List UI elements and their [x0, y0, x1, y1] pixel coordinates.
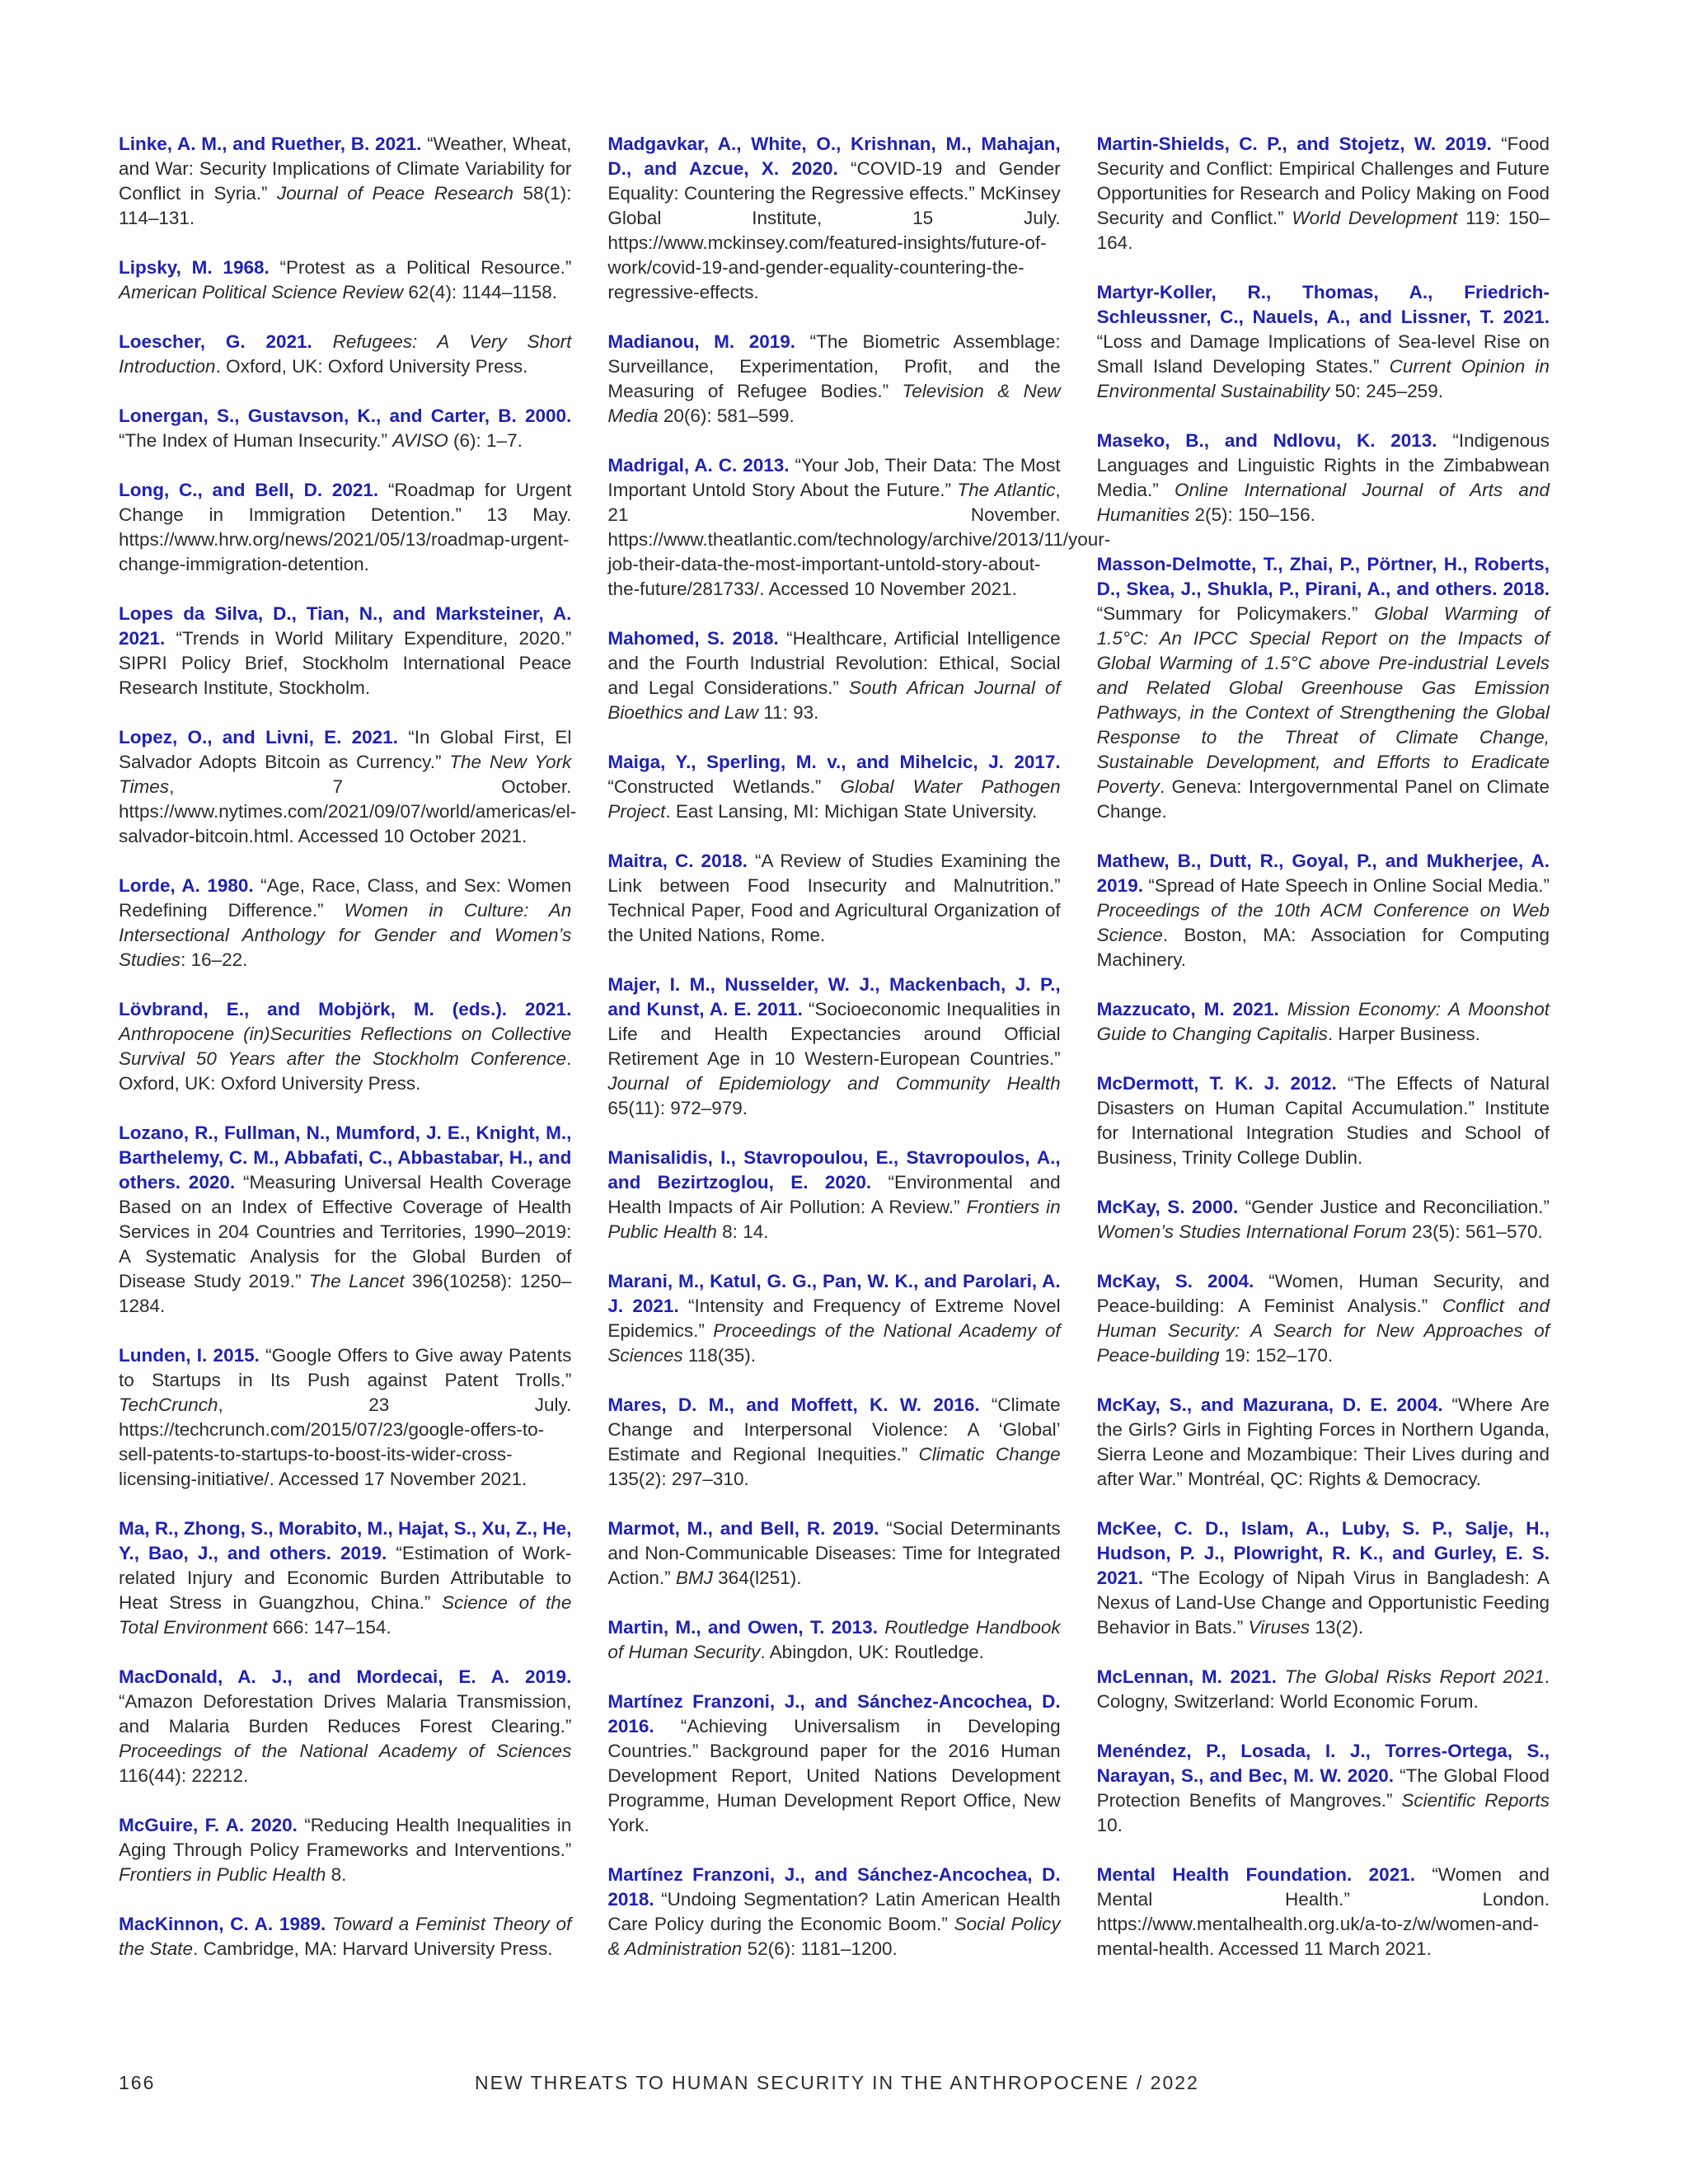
- reference-author: Lunden, I. 2015.: [119, 1345, 260, 1366]
- reference-entry: [607, 1269, 1060, 1368]
- reference-entry: [1097, 132, 1550, 255]
- reference-source: Proceedings of the National Academy of Sciences: [119, 1741, 572, 1761]
- reference-author: Mares, D. M., and Moffett, K. W. 2016.: [607, 1394, 980, 1415]
- reference-text: “Women and Mental Health.” London. https://www.mentalhealth.org.uk/a-to-z/w/women-and-mental-health. Accessed 11 March 2021.: [1096, 1864, 1550, 1959]
- reference-text: “Intensity and Frequency of Extreme Novel Epidemics.”: [607, 1296, 1061, 1341]
- reference-text: “Your Job, Their Data: The Most Important Untold Story About the Future.”: [607, 455, 1061, 500]
- reference-text: “Where Are the Girls? Girls in Fighting Forces in Northern Uganda, Sierra Leone and Mozambique: Their Lives during and after War.” Montréal, QC: Rights & Democracy.: [1096, 1394, 1550, 1489]
- reference-text: “Google Offers to Give away Patents to Startups in Its Push against Patent Trolls.”: [119, 1345, 572, 1390]
- reference-author: Mahomed, S. 2018.: [607, 628, 779, 649]
- reference-source: Journal of Peace Research: [276, 183, 514, 204]
- reference-details: : 16–22.: [181, 949, 248, 970]
- reference-source: The Lancet: [308, 1271, 405, 1291]
- reference-entry: [607, 849, 1060, 948]
- reference-author: Maitra, C. 2018.: [607, 851, 748, 871]
- reference-text: “In Global First, El Salvador Adopts Bitcoin as Currency.”: [119, 727, 572, 772]
- reference-author: McLennan, M. 2021.: [1096, 1666, 1277, 1687]
- reference-text: “COVID-19 and Gender Equality: Countering the Regressive effects.” McKinsey Global Institute, 15 July. https://www.mckinsey.com/featured-insights/future-of-work/covid-19-and-gender-equality-countering-the-regressive-effects.: [607, 158, 1061, 302]
- reference-entry: [607, 750, 1060, 824]
- reference-author: Lonergan, S., Gustavson, K., and Carter, B. 2000.: [119, 405, 572, 426]
- reference-text: “Estimation of Work-related Injury and Economic Burden Attributable to Heat Stress in Guangzhou, China.”: [119, 1543, 572, 1613]
- reference-source: Journal of Epidemiology and Community Health: [607, 1073, 1061, 1094]
- reference-details: . Boston, MA: Association for Computing Machinery.: [1096, 925, 1550, 970]
- reference-text: “Loss and Damage Implications of Sea-level Rise on Small Island Developing States.”: [1096, 331, 1550, 377]
- reference-author: Manisalidis, I., Stavropoulou, E., Stavropoulos, A., and Bezirtzoglou, E. 2020.: [607, 1147, 1061, 1193]
- reference-text: “Socioeconomic Inequalities in Life and Health Expectancies around Official Retirement Age in 10 Western-European Countries.”: [607, 999, 1061, 1069]
- reference-text: “Social Determinants and Non-Communicable Diseases: Time for Integrated Action.”: [607, 1518, 1061, 1588]
- running-title: NEW THREATS TO HUMAN SECURITY IN THE ANTHROPOCENE / 2022: [475, 2072, 1199, 2093]
- reference-text: “Indigenous Languages and Linguistic Rights in the Zimbabwean Media.”: [1096, 430, 1550, 500]
- reference-source: Online International Journal of Arts and Humanities: [1096, 480, 1550, 525]
- reference-source: Frontiers in Public Health: [607, 1197, 1061, 1242]
- reference-entry: [119, 1665, 571, 1788]
- reference-text: “Environmental and Health Impacts of Air Pollution: A Review.”: [607, 1172, 1061, 1217]
- reference-author: Mental Health Foundation. 2021.: [1096, 1864, 1415, 1885]
- reference-text: “The Ecology of Nipah Virus in Bangladesh: A Nexus of Land-Use Change and Opportunistic Feeding Behavior in Bats.”: [1096, 1568, 1550, 1638]
- reference-entry: [1097, 1269, 1550, 1368]
- reference-text: “Constructed Wetlands.”: [607, 776, 822, 797]
- reference-author: McDermott, T. K. J. 2012.: [1096, 1073, 1337, 1094]
- reference-author: MacKinnon, C. A. 1989.: [119, 1914, 326, 1934]
- reference-source: BMJ: [675, 1568, 713, 1588]
- reference-source: Conflict and Human Security: A Search for New Approaches of Peace-building: [1096, 1296, 1550, 1366]
- reference-entry: [119, 478, 571, 577]
- reference-author: Majer, I. M., Nusselder, W. J., Mackenbach, J. P., and Kunst, A. E. 2011.: [607, 974, 1061, 1019]
- page-footer: [119, 2072, 1550, 2102]
- reference-source: Television & New Media: [607, 381, 1061, 426]
- reference-entry: [1097, 1516, 1550, 1640]
- reference-text: “Women, Human Security, and Peace-building: A Feminist Analysis.”: [1096, 1271, 1550, 1316]
- reference-author: Martin, M., and Owen, T. 2013.: [607, 1617, 878, 1638]
- reference-text: “Trends in World Military Expenditure, 2020.” SIPRI Policy Brief, Stockholm International Peace Research Institute, Stockholm.: [119, 628, 572, 698]
- reference-source: Toward a Feminist Theory of the State: [119, 1914, 572, 1959]
- reference-details: 58(1): 114–131.: [119, 183, 572, 228]
- reference-entry: [1097, 280, 1550, 404]
- reference-source: Frontiers in Public Health: [119, 1864, 326, 1885]
- reference-details: , 23 July. https://techcrunch.com/2015/07/23/google-offers-to-sell-patents-to-startups-to-boost-its-wider-cross-licensing-initiative/. Accessed 17 November 2021.: [119, 1394, 572, 1489]
- reference-author: Martin-Shields, C. P., and Stojetz, W. 2019.: [1096, 134, 1492, 154]
- reference-details: . East Lansing, MI: Michigan State University.: [665, 801, 1038, 822]
- reference-author: Marmot, M., and Bell, R. 2019.: [607, 1518, 879, 1539]
- reference-entry: [607, 1393, 1060, 1492]
- reference-text: “Undoing Segmentation? Latin American Health Care Policy during the Economic Boom.”: [607, 1889, 1061, 1934]
- reference-entry: [1097, 552, 1550, 824]
- reference-source: Current Opinion in Environmental Sustainability: [1096, 356, 1550, 401]
- reference-author: Madianou, M. 2019.: [607, 331, 796, 352]
- reference-details: 23(5): 561–570.: [1411, 1221, 1543, 1242]
- reference-details: 135(2): 297–310.: [607, 1469, 749, 1489]
- reference-author: Masson-Delmotte, T., Zhai, P., Pörtner, H., Roberts, D., Skea, J., Shukla, P., Pirani, A., and others. 2018.: [1096, 554, 1550, 599]
- reference-text: “The Index of Human Insecurity.”: [119, 430, 387, 451]
- reference-entry: [119, 330, 571, 379]
- reference-details: 2(5): 150–156.: [1194, 504, 1315, 525]
- reference-source: Scientific Reports: [1401, 1790, 1550, 1811]
- reference-author: MacDonald, A. J., and Mordecai, E. A. 2019.: [119, 1666, 572, 1687]
- reference-text: “Amazon Deforestation Drives Malaria Transmission, and Malaria Burden Reduces Forest Clearing.”: [119, 1691, 572, 1736]
- reference-details: . Harper Business.: [1327, 1024, 1480, 1044]
- reference-source: Social Policy & Administration: [607, 1914, 1061, 1959]
- reference-entry: [119, 1516, 571, 1640]
- reference-source: Climatic Change: [918, 1444, 1061, 1465]
- reference-text: “The Biometric Assemblage: Surveillance, Experimentation, Profit, and the Measuring of Refugee Bodies.”: [607, 331, 1061, 401]
- reference-text: “Healthcare, Artificial Intelligence and the Fourth Industrial Revolution: Ethical, Social and Legal Considerations.”: [607, 628, 1061, 698]
- reference-author: Menéndez, P., Losada, I. J., Torres-Ortega, S., Narayan, S., and Bec, M. W. 2020.: [1096, 1741, 1550, 1786]
- reference-entry: [119, 1912, 571, 1961]
- reference-author: Linke, A. M., and Ruether, B. 2021.: [119, 134, 422, 154]
- reference-entry: [1097, 849, 1550, 972]
- reference-author: Martínez Franzoni, J., and Sánchez-Ancochea, D. 2016.: [607, 1691, 1061, 1736]
- reference-author: Madrigal, A. C. 2013.: [607, 455, 790, 476]
- reference-source: The Atlantic: [957, 480, 1056, 500]
- reference-author: Lopes da Silva, D., Tian, N., and Marksteiner, A. 2021.: [119, 603, 572, 649]
- reference-author: Lövbrand, E., and Mobjörk, M. (eds.). 2021.: [119, 999, 572, 1019]
- reference-text: “Roadmap for Urgent Change in Immigration Detention.” 13 May. https://www.hrw.org/news/2021/05/13/roadmap-urgent-change-immigration-detention.: [119, 480, 572, 574]
- reference-source: Mission Economy: A Moonshot Guide to Changing Capitalis: [1096, 999, 1550, 1044]
- reference-text: “Measuring Universal Health Coverage Based on an Index of Effective Coverage of Health Services in 204 Countries and Territories, 1990–2019: A Systematic Analysis for the Global Burden of Disease Study 2019.”: [119, 1172, 572, 1291]
- reference-details: 11: 93.: [763, 702, 819, 723]
- reference-details: 119: 150–164.: [1096, 208, 1550, 253]
- reference-source: Science of the Total Environment: [119, 1592, 572, 1638]
- reference-entry: [607, 1863, 1060, 1961]
- reference-details: , 21 November. https://www.theatlantic.com/technology/archive/2013/11/your-job-their-data-the-most-important-untold-story-about-the-future/281733/. Accessed 10 November 2021.: [607, 480, 1111, 599]
- reference-details: 65(11): 972–979.: [607, 1098, 748, 1118]
- reference-list: [119, 132, 1550, 2027]
- reference-text: “Weather, Wheat, and War: Security Implications of Climate Variability for Conflict in Syria.”: [119, 134, 572, 204]
- reference-entry: [1097, 429, 1550, 527]
- reference-text: “A Review of Studies Examining the Link between Food Insecurity and Malnutrition.” Technical Paper, Food and Agricultural Organization of the United Nations, Rome.: [607, 851, 1061, 945]
- reference-details: 8: 14.: [722, 1221, 769, 1242]
- reference-author: Madgavkar, A., White, O., Krishnan, M., Mahajan, D., and Azcue, X. 2020.: [607, 134, 1061, 179]
- reference-author: McKay, S. 2000.: [1096, 1197, 1239, 1217]
- reference-author: McKay, S. 2004.: [1096, 1271, 1254, 1291]
- reference-source: Proceedings of the 10th ACM Conference on Web Science: [1096, 900, 1550, 945]
- reference-entry: [607, 453, 1111, 602]
- reference-author: Mazzucato, M. 2021.: [1096, 999, 1279, 1019]
- reference-entry: [119, 874, 571, 972]
- reference-source: South African Journal of Bioethics and Law: [607, 677, 1061, 723]
- reference-author: Martyr-Koller, R., Thomas, A., Friedrich-Schleussner, C., Nauels, A., and Lissner, T. 2021.: [1096, 282, 1550, 327]
- reference-text: “The Global Flood Protection Benefits of Mangroves.”: [1096, 1765, 1550, 1811]
- reference-author: McGuire, F. A. 2020.: [119, 1815, 298, 1835]
- reference-entry: [119, 1813, 571, 1887]
- reference-details: 10.: [1096, 1815, 1123, 1835]
- reference-entry: [607, 1690, 1060, 1838]
- reference-details: 52(6): 1181–1200.: [747, 1938, 898, 1959]
- reference-text: “Age, Race, Class, and Sex: Women Redefining Difference.”: [119, 875, 572, 921]
- reference-entry: [1097, 1739, 1550, 1838]
- reference-details: 20(6): 581–599.: [663, 405, 795, 426]
- reference-details: 50: 245–259.: [1334, 381, 1443, 401]
- reference-author: Lipsky, M. 1968.: [119, 257, 270, 278]
- reference-entry: [607, 626, 1060, 725]
- reference-details: 62(4): 1144–1158.: [408, 282, 557, 302]
- reference-entry: [119, 255, 571, 305]
- reference-author: McKee, C. D., Islam, A., Luby, S. P., Salje, H., Hudson, P. J., Plowright, R. K., and Gurley, E. S. 2021.: [1096, 1518, 1550, 1588]
- reference-details: 19: 152–170.: [1224, 1345, 1334, 1366]
- reference-details: 396(10258): 1250–1284.: [119, 1271, 572, 1316]
- reference-details: 666: 147–154.: [272, 1617, 392, 1638]
- reference-entry: [119, 602, 571, 701]
- reference-entry: [119, 997, 571, 1096]
- reference-source: Viruses: [1248, 1617, 1311, 1638]
- reference-entry: [119, 1121, 571, 1319]
- reference-entry: [1097, 1665, 1550, 1714]
- reference-entry: [607, 1516, 1060, 1591]
- reference-details: . Cologny, Switzerland: World Economic Forum.: [1096, 1666, 1550, 1712]
- reference-details: (6): 1–7.: [453, 430, 523, 451]
- reference-source: Refugees: A Very Short Introduction: [119, 331, 572, 377]
- reference-author: Long, C., and Bell, D. 2021.: [119, 480, 379, 500]
- reference-source: AVISO: [392, 430, 448, 451]
- reference-details: 13(2).: [1315, 1617, 1364, 1638]
- reference-text: “Protest as a Political Resource.”: [279, 257, 572, 278]
- reference-details: . Cambridge, MA: Harvard University Press.: [193, 1938, 553, 1959]
- reference-source: Anthropocene (in)Securities Reflections on Collective Survival 50 Years after the Stockholm Conference: [119, 1024, 572, 1069]
- reference-entry: [607, 972, 1060, 1121]
- reference-author: McKay, S., and Mazurana, D. E. 2004.: [1096, 1394, 1443, 1415]
- reference-details: 8.: [331, 1864, 347, 1885]
- reference-entry: [119, 1343, 571, 1492]
- reference-entry: [607, 1615, 1060, 1665]
- reference-author: Lopez, O., and Livni, E. 2021.: [119, 727, 398, 748]
- reference-source: Proceedings of the National Academy of Sciences: [607, 1320, 1061, 1366]
- reference-source: Global Water Pathogen Project: [607, 776, 1061, 822]
- reference-author: Ma, R., Zhong, S., Morabito, M., Hajat, S., Xu, Z., He, Y., Bao, J., and others. 2019.: [119, 1518, 572, 1563]
- reference-text: “Summary for Policymakers.”: [1096, 603, 1358, 624]
- reference-source: World Development: [1292, 208, 1458, 228]
- reference-details: . Oxford, UK: Oxford University Press.: [215, 356, 528, 377]
- reference-text: “Gender Justice and Reconciliation.”: [1245, 1197, 1550, 1217]
- reference-source: TechCrunch: [119, 1394, 218, 1415]
- reference-author: Loescher, G. 2021.: [119, 331, 312, 352]
- reference-author: Lozano, R., Fullman, N., Mumford, J. E., Knight, M., Barthelemy, C. M., Abbafati, C., Abbastabar, H., and others. 2020.: [119, 1122, 572, 1193]
- reference-text: “Climate Change and Interpersonal Violence: A ‘Global’ Estimate and Regional Inequities.”: [607, 1394, 1061, 1465]
- reference-text: “The Effects of Natural Disasters on Human Capital Accumulation.” Institute for International Integration Studies and School of Business, Trinity College Dublin.: [1096, 1073, 1550, 1168]
- reference-source: American Political Science Review: [119, 282, 404, 302]
- reference-entry: [607, 132, 1060, 305]
- reference-entry: [607, 330, 1060, 429]
- reference-source: The Global Risks Report 2021: [1284, 1666, 1545, 1687]
- reference-details: 116(44): 22212.: [119, 1765, 249, 1786]
- reference-entry: [1097, 1863, 1550, 1961]
- reference-author: Marani, M., Katul, G. G., Pan, W. K., and Parolari, A. J. 2021.: [607, 1271, 1061, 1316]
- reference-entry: [1097, 1071, 1550, 1170]
- reference-text: “Reducing Health Inequalities in Aging Through Policy Frameworks and Interventions.”: [119, 1815, 572, 1860]
- reference-text: “Food Security and Conflict: Empirical Challenges and Future Opportunities for Research and Policy Making on Food Security and Conflict.”: [1096, 134, 1550, 228]
- reference-author: Maseko, B., and Ndlovu, K. 2013.: [1096, 430, 1437, 451]
- reference-details: , 7 October. https://www.nytimes.com/2021/09/07/world/americas/el-salvador-bitcoin.html. Accessed 10 October 2021.: [119, 776, 577, 846]
- reference-entry: [1097, 997, 1550, 1047]
- reference-text: “Spread of Hate Speech in Online Social Media.”: [1148, 875, 1550, 896]
- reference-author: Mathew, B., Dutt, R., Goyal, P., and Mukherjee, A. 2019.: [1096, 851, 1550, 896]
- page-number: 166: [119, 2072, 156, 2093]
- reference-entry: [1097, 1393, 1550, 1492]
- reference-source: Women’s Studies International Forum: [1096, 1221, 1407, 1242]
- reference-text: “Achieving Universalism in Developing Countries.” Background paper for the 2016 Human Development Report, United Nations Development Programme, Human Development Report Office, New York.: [607, 1716, 1061, 1835]
- reference-details: 118(35).: [687, 1345, 757, 1366]
- reference-details: . Abingdon, UK: Routledge.: [760, 1642, 984, 1662]
- reference-entry: [119, 725, 577, 849]
- reference-source: Global Warming of 1.5°C: An IPCC Special Report on the Impacts of Global Warming of 1.5°C above Pre-industrial Levels and Related Global Greenhouse Gas Emission Pathways, in the Context of Strengthening the Global Response to the Threat of Climate Change, Sustainable Development, and Efforts to Eradicate Poverty: [1096, 603, 1550, 797]
- reference-source: Women in Culture: An Intersectional Anthology for Gender and Women’s Studies: [119, 900, 572, 970]
- reference-author: Martínez Franzoni, J., and Sánchez-Ancochea, D. 2018.: [607, 1864, 1061, 1910]
- reference-details: . Geneva: Intergovernmental Panel on Climate Change.: [1096, 776, 1550, 822]
- reference-entry: [1097, 1195, 1550, 1244]
- reference-author: Lorde, A. 1980.: [119, 875, 254, 896]
- reference-entry: [607, 1146, 1060, 1244]
- reference-entry: [119, 404, 571, 453]
- reference-author: Maiga, Y., Sperling, M. v., and Mihelcic, J. 2017.: [607, 752, 1061, 772]
- reference-entry: [119, 132, 571, 231]
- reference-details: . Oxford, UK: Oxford University Press.: [119, 1048, 572, 1094]
- reference-source: The New York Times: [119, 752, 572, 797]
- reference-details: 364(l251).: [718, 1568, 802, 1588]
- reference-source: Routledge Handbook of Human Security: [607, 1617, 1061, 1662]
